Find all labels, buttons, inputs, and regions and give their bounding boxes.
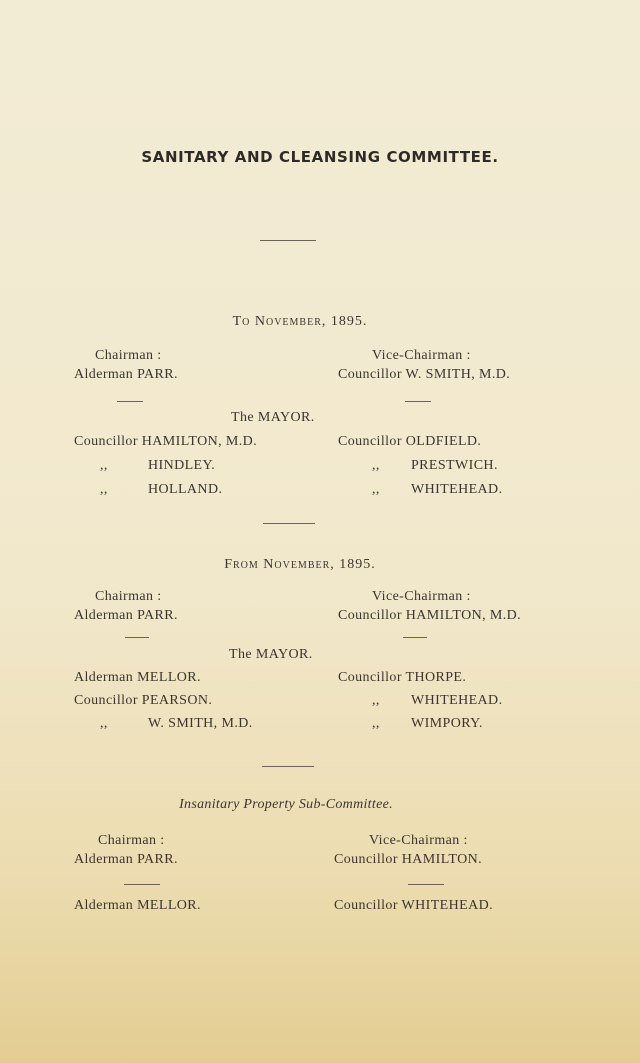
- mayor-line: The MAYOR.: [229, 647, 313, 662]
- chairman-label: Chairman :: [95, 348, 162, 363]
- ditto-mark: ,,: [372, 716, 380, 731]
- member-left-1: Councillor HAMILTON, M.D.: [74, 434, 258, 449]
- section-heading-to-november: To November, 1895.: [232, 314, 368, 329]
- page-title: SANITARY AND CLEANSING COMMITTEE.: [141, 148, 499, 166]
- short-rule-left: [117, 401, 143, 402]
- member-left-3: W. SMITH, M.D.: [148, 716, 253, 731]
- member-left-1: Alderman MELLOR.: [74, 670, 201, 685]
- ditto-mark: ,,: [372, 482, 380, 497]
- vice-chairman-label: Vice-Chairman :: [369, 833, 468, 848]
- divider: [262, 766, 314, 767]
- member-right-1: Councillor WHITEHEAD.: [334, 898, 494, 913]
- member-left-2: HINDLEY.: [148, 458, 216, 473]
- ditto-mark: ,,: [100, 458, 108, 473]
- short-rule-right: [408, 884, 444, 885]
- chairman-label: Chairman :: [98, 833, 165, 848]
- member-right-1: Councillor OLDFIELD.: [338, 434, 482, 449]
- member-right-3: WHITEHEAD.: [411, 482, 503, 497]
- short-rule-left: [125, 637, 149, 638]
- divider: [263, 523, 315, 524]
- vice-chairman-label: Vice-Chairman :: [372, 348, 471, 363]
- chairman-name: Alderman PARR.: [74, 608, 178, 623]
- vice-chairman-name: Councillor HAMILTON, M.D.: [338, 608, 522, 623]
- ditto-mark: ,,: [372, 693, 380, 708]
- member-right-1: Councillor THORPE.: [338, 670, 467, 685]
- chairman-label: Chairman :: [95, 589, 162, 604]
- vice-chairman-name: Councillor HAMILTON.: [334, 852, 482, 867]
- member-right-2: WHITEHEAD.: [411, 693, 503, 708]
- section-heading-from-november: From November, 1895.: [224, 557, 376, 572]
- short-rule-right: [403, 637, 427, 638]
- vice-chairman-label: Vice-Chairman :: [372, 589, 471, 604]
- vice-chairman-name: Councillor W. SMITH, M.D.: [338, 367, 511, 382]
- short-rule-right: [405, 401, 431, 402]
- section-heading-sub-committee: Insanitary Property Sub-Committee.: [179, 797, 393, 812]
- member-left-1: Alderman MELLOR.: [74, 898, 201, 913]
- member-left-2: Councillor PEARSON.: [74, 693, 213, 708]
- short-rule-left: [124, 884, 160, 885]
- member-right-2: PRESTWICH.: [411, 458, 498, 473]
- divider: [260, 240, 316, 241]
- mayor-line: The MAYOR.: [231, 410, 315, 425]
- ditto-mark: ,,: [372, 458, 380, 473]
- chairman-name: Alderman PARR.: [74, 852, 178, 867]
- member-right-3: WIMPORY.: [411, 716, 483, 731]
- ditto-mark: ,,: [100, 482, 108, 497]
- member-left-3: HOLLAND.: [148, 482, 223, 497]
- ditto-mark: ,,: [100, 716, 108, 731]
- chairman-name: Alderman PARR.: [74, 367, 178, 382]
